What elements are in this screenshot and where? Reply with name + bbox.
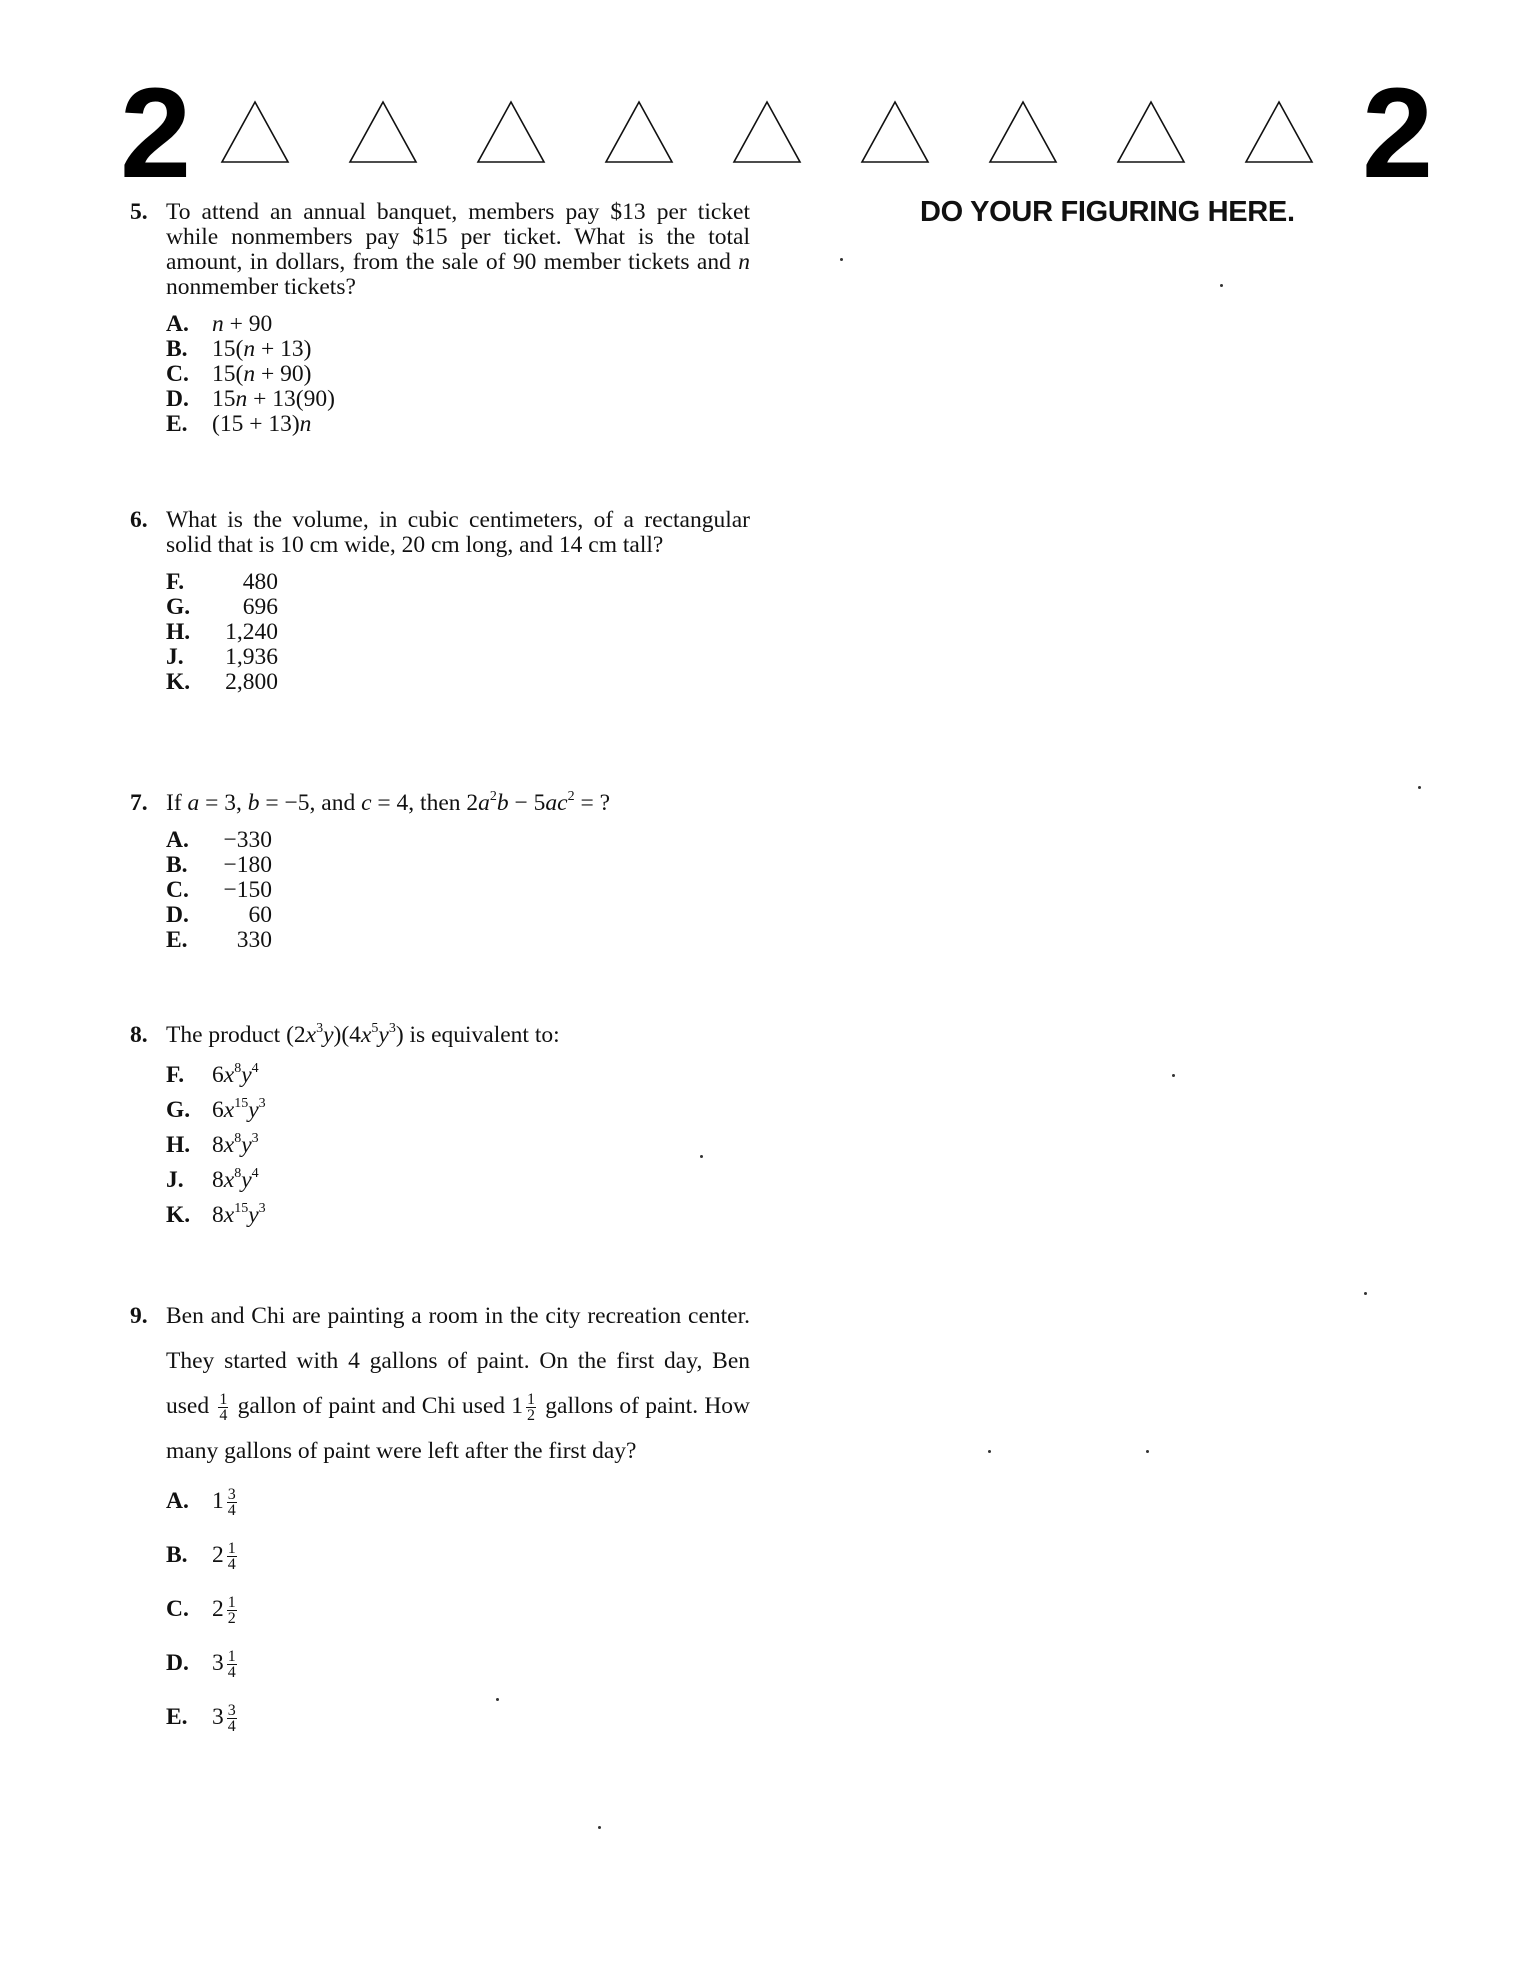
choice-b[interactable]: B. 2 $\frac{1}{4}$ bbox=[166, 1528, 750, 1582]
scan-speck bbox=[700, 1155, 703, 1158]
choice-c[interactable]: C. 2 $\frac{1}{2}$ bbox=[166, 1582, 750, 1636]
triangle-icon bbox=[220, 100, 290, 164]
choice-j[interactable]: J. $8x^8y^4$ bbox=[166, 1163, 750, 1198]
choice-text: 1,936 bbox=[225, 644, 278, 670]
choice-f[interactable]: F. 480 bbox=[166, 569, 278, 595]
choice-text: 2 $\frac{1}{4}$ bbox=[212, 1540, 236, 1574]
choice-text: $8x^8y^4$ bbox=[212, 1166, 259, 1193]
question-7 bbox=[130, 791, 750, 953]
scan-speck bbox=[1172, 1074, 1175, 1077]
choice-text: 15(n + 90) bbox=[212, 361, 312, 387]
question-stem bbox=[130, 791, 750, 816]
choice-text: $8x^{15}y^3$ bbox=[212, 1201, 266, 1228]
question-number: 8. bbox=[130, 1022, 148, 1048]
choice-d[interactable]: D. 60 bbox=[166, 902, 272, 928]
choice-text: 3 $\frac{1}{4}$ bbox=[212, 1648, 236, 1682]
scan-speck bbox=[1146, 1450, 1149, 1453]
scan-speck bbox=[1220, 284, 1223, 287]
choice-g[interactable]: G. $6x^{15}y^3$ bbox=[166, 1093, 750, 1128]
triangle-icon bbox=[988, 100, 1058, 164]
stem-rendered: The product $(2x^3y)(4x^5y^3)$ is equivalent to: bbox=[166, 1021, 560, 1048]
choice-j[interactable]: J. 1,936 bbox=[166, 644, 278, 670]
triangle-icon bbox=[732, 100, 802, 164]
choice-d[interactable]: D. 15n + 13(90) bbox=[166, 386, 335, 412]
question-8 bbox=[130, 1023, 750, 1233]
scan-speck bbox=[840, 258, 843, 261]
question-9 bbox=[130, 1294, 750, 1744]
triangle-icon bbox=[348, 100, 418, 164]
question-number: 9. bbox=[130, 1303, 148, 1329]
choice-b[interactable]: B. 15(n + 13) bbox=[166, 336, 312, 362]
choice-e[interactable]: E. 3 $\frac{3}{4}$ bbox=[166, 1690, 750, 1744]
choice-text: 15n + 13(90) bbox=[212, 386, 335, 412]
answer-choices bbox=[166, 828, 750, 953]
section-number-right: 2 bbox=[1362, 62, 1434, 205]
choice-c[interactable]: C. −150 bbox=[166, 877, 272, 903]
choice-text: $6x^{15}y^3$ bbox=[212, 1096, 266, 1123]
scan-speck bbox=[598, 1826, 601, 1829]
stem-text: What is the volume, in cubic centimeters, of a rectangular solid that is 10 cm wide, 20 cm long, and 14 cm tall? bbox=[166, 507, 750, 558]
scan-speck bbox=[1418, 786, 1421, 789]
choice-text: 2 $\frac{1}{2}$ bbox=[212, 1594, 236, 1628]
triangle-icon bbox=[1116, 100, 1186, 164]
choice-text: 330 bbox=[236, 927, 272, 953]
answer-choices bbox=[166, 1058, 750, 1233]
choice-text: 1,240 bbox=[225, 619, 278, 645]
answer-choices bbox=[166, 312, 750, 437]
choice-b[interactable]: B. −180 bbox=[166, 852, 272, 878]
choice-text: $6x^8y^4$ bbox=[212, 1061, 259, 1088]
question-number: 7. bbox=[130, 790, 148, 816]
choice-text: −330 bbox=[223, 827, 272, 853]
question-stem bbox=[130, 1023, 750, 1048]
choice-h[interactable]: H. $8x^8y^3$ bbox=[166, 1128, 750, 1163]
answer-choices bbox=[166, 570, 750, 695]
choice-e[interactable]: E. (15 + 13)n bbox=[166, 411, 312, 437]
question-6 bbox=[130, 508, 750, 695]
triangle-icon bbox=[476, 100, 546, 164]
triangle-icon bbox=[604, 100, 674, 164]
choice-text: −180 bbox=[223, 852, 272, 878]
choice-text: 3 $\frac{3}{4}$ bbox=[212, 1702, 236, 1736]
stem-rendered: If a = 3, b = −5, and c = 4, then $2a^2b - 5ac^2$ = ? bbox=[166, 789, 611, 816]
question-stem bbox=[130, 508, 750, 558]
question-number: 6. bbox=[130, 507, 148, 533]
section-number-left: 2 bbox=[120, 62, 192, 205]
choice-text: 60 bbox=[248, 902, 272, 928]
choice-text: 15(n + 13) bbox=[212, 336, 312, 362]
choice-g[interactable]: G. 696 bbox=[166, 594, 278, 620]
figuring-label: DO YOUR FIGURING HERE. bbox=[920, 196, 1295, 228]
choice-text: 696 bbox=[242, 594, 278, 620]
choice-k[interactable]: K. $8x^{15}y^3$ bbox=[166, 1198, 750, 1233]
question-stem bbox=[130, 200, 750, 300]
choice-text: (15 + 13)n bbox=[212, 411, 312, 437]
choice-a[interactable]: A. 1 $\frac{3}{4}$ bbox=[166, 1474, 750, 1528]
choice-d[interactable]: D. 3 $\frac{1}{4}$ bbox=[166, 1636, 750, 1690]
answer-choices bbox=[166, 1474, 750, 1744]
stem-rendered: Ben and Chi are painting a room in the city recreation center. They started with 4 gallons of paint. On the first day, Ben used $\frac{1}{4}$ gallon of paint and Chi used 1 $\frac{1}{2}$ gallons of paint. How many gallons of paint were left after the first day? bbox=[166, 1303, 751, 1464]
choice-e[interactable]: E. 330 bbox=[166, 927, 272, 953]
scan-speck bbox=[496, 1698, 499, 1701]
choice-text: 2,800 bbox=[225, 669, 278, 695]
question-stem bbox=[130, 1294, 750, 1474]
choice-text: 480 bbox=[242, 569, 278, 595]
question-number: 5. bbox=[130, 199, 148, 225]
scan-speck bbox=[988, 1450, 991, 1453]
triangle-icon bbox=[1244, 100, 1314, 164]
question-5 bbox=[130, 200, 750, 437]
choice-a[interactable]: A. −330 bbox=[166, 827, 272, 853]
choice-k[interactable]: K. 2,800 bbox=[166, 669, 278, 695]
choice-c[interactable]: C. 15(n + 90) bbox=[166, 361, 312, 387]
choice-text: −150 bbox=[223, 877, 272, 903]
choice-text: 1 $\frac{3}{4}$ bbox=[212, 1486, 236, 1520]
scan-speck bbox=[1364, 1292, 1367, 1295]
choice-a[interactable]: A. n + 90 bbox=[166, 311, 273, 337]
triangle-row bbox=[220, 100, 1340, 164]
stem-rendered: To attend an annual banquet, members pay $13 per ticket while nonmembers pay $15 per ticket. What is the total amount, in dollars, from the sale of 90 member tickets and n nonmember tickets? bbox=[166, 199, 750, 300]
choice-text: n + 90 bbox=[212, 311, 273, 337]
choice-text: $8x^8y^3$ bbox=[212, 1131, 259, 1158]
choice-f[interactable]: F. $6x^8y^4$ bbox=[166, 1058, 750, 1093]
choice-h[interactable]: H. 1,240 bbox=[166, 619, 278, 645]
triangle-icon bbox=[860, 100, 930, 164]
